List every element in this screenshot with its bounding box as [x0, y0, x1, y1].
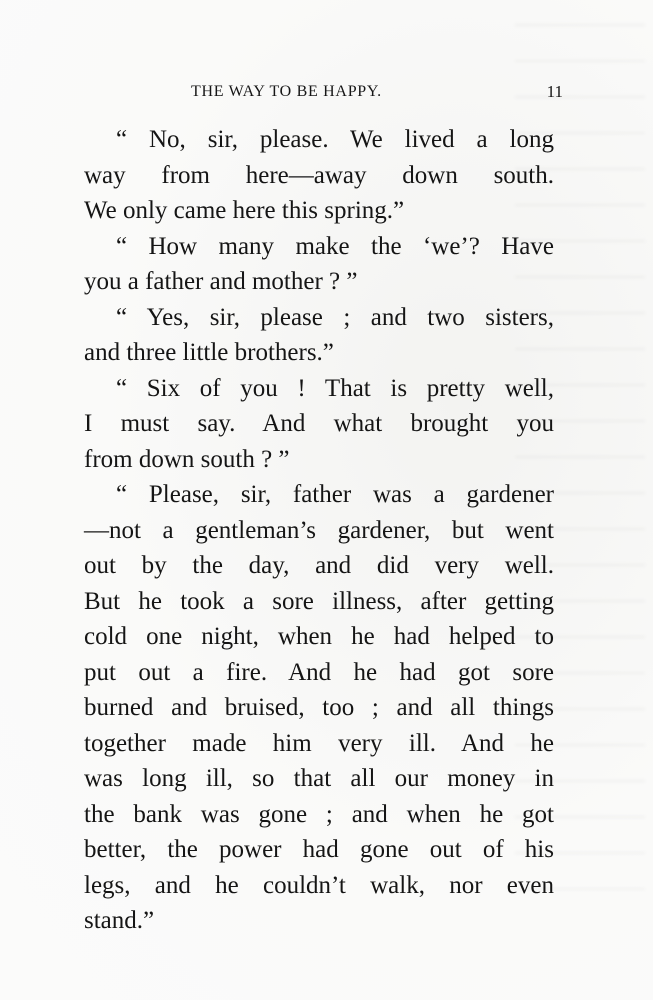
text-line: cold one night, when he had helped to: [84, 623, 554, 650]
text-line: We only came here this spring.”: [84, 197, 405, 224]
text-line: you a father and mother ? ”: [84, 268, 358, 295]
running-head: THE WAY TO BE HAPPY.: [191, 83, 382, 100]
text-line: —not a gentleman’s gardener, but went: [84, 516, 554, 544]
text-line: put out a fire. And he had got sore: [84, 658, 554, 686]
text-line: out by the day, and did very well.: [84, 552, 554, 579]
text-line: But he took a sore illness, after getting: [84, 587, 554, 615]
text-line: “ Please, sir, father was a gardener: [116, 481, 554, 508]
text-line: I must say. And what brought you: [84, 410, 554, 437]
text-line: stand.”: [84, 907, 155, 934]
page-header: [191, 78, 563, 106]
text-line: together made him very ill. And he: [84, 729, 554, 757]
body-text: [84, 122, 554, 939]
text-line: “ Six of you ! That is pretty well,: [116, 374, 554, 402]
text-line: “ How many make the ‘we’? Have: [116, 232, 554, 260]
page-number: 11: [546, 82, 563, 101]
text-line: “ Yes, sir, please ; and two sisters,: [116, 303, 554, 331]
text-line: from down south ? ”: [84, 445, 290, 473]
text-line: way from here—away down south.: [84, 161, 554, 189]
text-line: “ No, sir, please. We lived a long: [116, 126, 554, 153]
text-line: burned and bruised, too ; and all things: [84, 694, 554, 721]
text-line: the bank was gone ; and when he got: [84, 800, 554, 828]
text-line: better, the power had gone out of his: [84, 836, 554, 863]
text-line: was long ill, so that all our money in: [84, 765, 554, 792]
text-line: and three little brothers.”: [84, 339, 334, 366]
text-line: legs, and he couldn’t walk, nor even: [84, 871, 554, 899]
